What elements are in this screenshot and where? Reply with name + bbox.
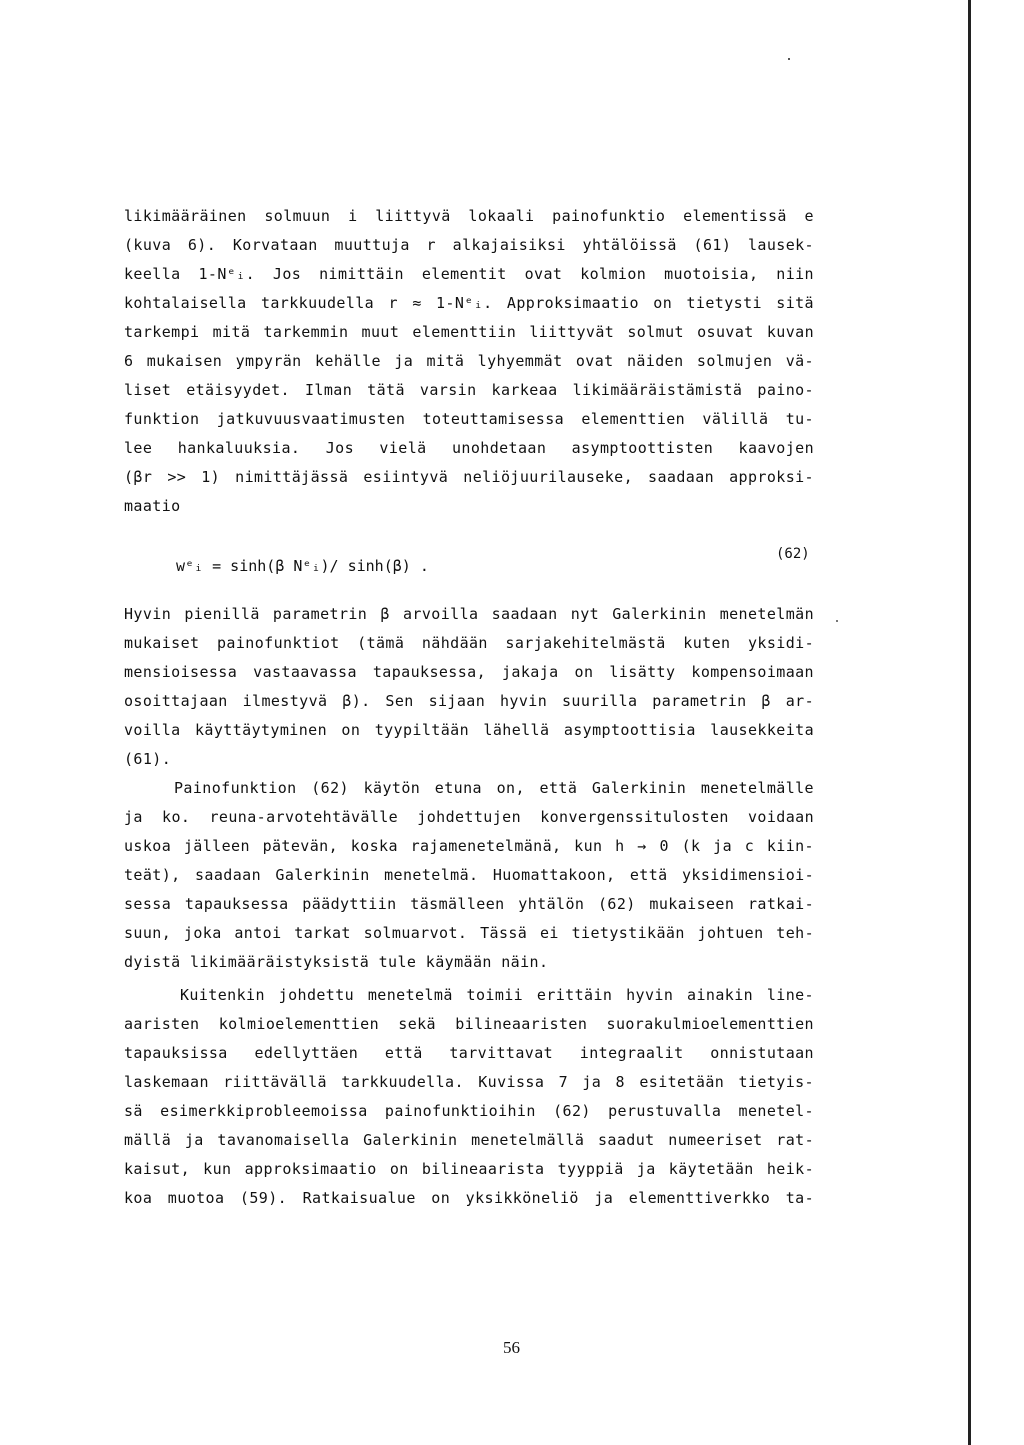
- text-line: likimääräinen solmuun i liittyvä lokaali painofunktio elementissä e: [124, 207, 814, 225]
- text-line: kohtalaisella tarkkuudella r ≈ 1-Nᵉᵢ. Approksimaatio on tietysti sitä: [124, 294, 814, 312]
- text-line: voilla käyttäytyminen on tyypiltään lähellä asymptoottisia lausekkeita: [124, 721, 814, 739]
- text-line: keella 1-Nᵉᵢ. Jos nimittäin elementit ovat kolmion muotoisia, niin: [124, 265, 814, 283]
- text-line: ja ko. reuna-arvotehtävälle johdettujen konvergenssitulosten voidaan: [124, 808, 814, 826]
- text-line: teät), saadaan Galerkinin menetelmä. Huomattakoon, että yksidimensioi-: [124, 866, 814, 884]
- text-line: Hyvin pienillä parametrin β arvoilla saadaan nyt Galerkinin menetelmän: [124, 605, 814, 623]
- text-line: uskoa jälleen pätevän, koska rajamenetelmänä, kun h → 0 (k ja c kiin-: [124, 837, 814, 855]
- text-line: 6 mukaisen ympyrän kehälle ja mitä lyhyemmät ovat näiden solmujen vä-: [124, 352, 814, 370]
- text-line: osoittajaan ilmestyvä β). Sen sijaan hyvin suurilla parametrin β ar-: [124, 692, 814, 710]
- text-line: funktion jatkuvuusvaatimusten toteuttamisessa elementtien välillä tu-: [124, 410, 814, 428]
- page-number: 56: [503, 1338, 520, 1357]
- text-line: koa muotoa (59). Ratkaisualue on yksikköneliö ja elementtiverkko ta-: [124, 1189, 814, 1207]
- text-line: dyistä likimääräistyksistä tule käymään näin.: [124, 953, 549, 971]
- text-line: aaristen kolmioelementtien sekä bilineaaristen suorakulmioelementtien: [124, 1015, 814, 1033]
- equation-number: (62): [776, 546, 810, 562]
- text-line: tarkempi mitä tarkemmin muut elementtiin liittyvät solmut osuvat kuvan: [124, 323, 814, 341]
- scan-speck: [788, 58, 790, 60]
- text-line: (61).: [124, 750, 172, 768]
- text-line: Painofunktion (62) käytön etuna on, että Galerkinin menetelmälle: [174, 779, 814, 797]
- equation-62: wᵉᵢ = sinh(β Nᵉᵢ)/ sinh(β) .: [176, 557, 429, 575]
- text-line: mällä ja tavanomaisella Galerkinin menetelmällä saadut numeeriset rat-: [124, 1131, 814, 1149]
- text-line: mukaiset painofunktiot (tämä nähdään sarjakehitelmästä kuten yksidi-: [124, 634, 814, 652]
- text-line: sä esimerkkiprobleemoissa painofunktioihin (62) perustuvalla menetel-: [124, 1102, 814, 1120]
- text-line: laskemaan riittävällä tarkkuudella. Kuvissa 7 ja 8 esitetään tietyis-: [124, 1073, 814, 1091]
- scan-speck: [836, 620, 838, 622]
- text-line: Kuitenkin johdettu menetelmä toimii erittäin hyvin ainakin line-: [180, 986, 814, 1004]
- scan-edge-bar: [968, 0, 971, 1445]
- text-line: (βr >> 1) nimittäjässä esiintyvä neliöjuurilauseke, saadaan approksi-: [124, 468, 814, 486]
- text-line: maatio: [124, 497, 181, 515]
- text-line: (kuva 6). Korvataan muuttuja r alkajaisiksi yhtälöissä (61) lausek-: [124, 236, 814, 254]
- text-line: sessa tapauksessa päädyttiin täsmälleen yhtälön (62) mukaiseen ratkai-: [124, 895, 814, 913]
- text-line: lee hankaluuksia. Jos vielä unohdetaan asymptoottisten kaavojen: [124, 439, 814, 457]
- text-line: liset etäisyydet. Ilman tätä varsin karkeaa likimääräistämistä paino-: [124, 381, 814, 399]
- text-line: mensioisessa vastaavassa tapauksessa, jakaja on lisätty kompensoimaan: [124, 663, 814, 681]
- text-line: tapauksissa edellyttäen että tarvittavat integraalit onnistutaan: [124, 1044, 814, 1062]
- text-line: suun, joka antoi tarkat solmuarvot. Tässä ei tietystikään johtuen teh-: [124, 924, 814, 942]
- text-line: kaisut, kun approksimaatio on bilineaarista tyyppiä ja käytetään heik-: [124, 1160, 814, 1178]
